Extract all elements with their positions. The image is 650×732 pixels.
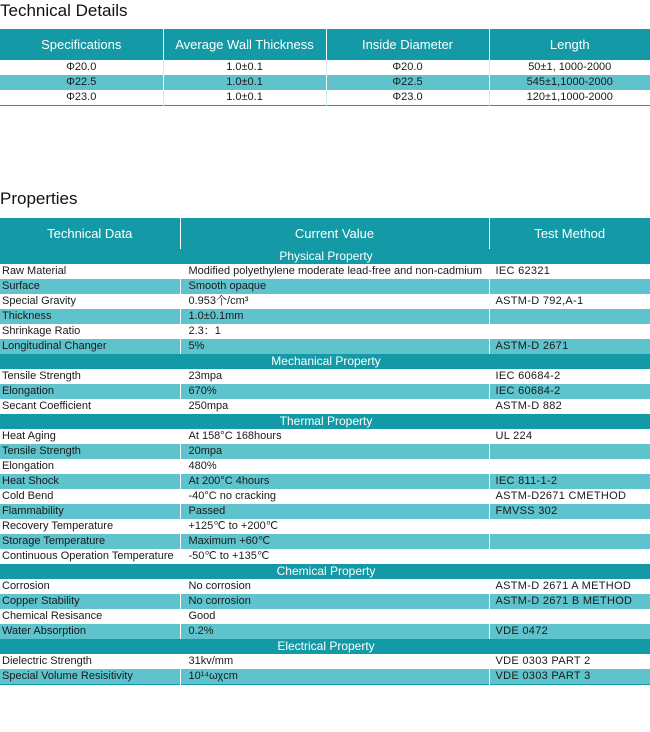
test-method (489, 534, 650, 549)
table-row (0, 90, 650, 106)
table-row (0, 429, 650, 444)
property-value: Modified polyethylene moderate lead-free and non-cadmium (180, 264, 489, 279)
property-name: Longitudinal Changer (0, 339, 180, 354)
table-row (0, 324, 650, 339)
table-row (0, 279, 650, 294)
property-value: Passed (180, 504, 489, 519)
column-header: Average Wall Thickness (163, 29, 326, 60)
property-name: Surface (0, 279, 180, 294)
property-name: Corrosion (2, 580, 50, 592)
section-header-row (0, 639, 650, 654)
column-header: Length (489, 29, 650, 60)
section-header: Thermal Property (0, 414, 650, 429)
section-header: Chemical Property (0, 564, 650, 579)
test-method (489, 609, 650, 624)
test-method (489, 309, 650, 324)
test-method: VDE 0303 PART 3 (489, 669, 650, 685)
property-value: 5% (180, 339, 489, 354)
properties-title: Properties (0, 189, 78, 208)
test-method: UL 224 (489, 429, 650, 444)
test-method: VDE 0303 PART 2 (489, 654, 650, 669)
table-row (0, 474, 650, 489)
table-row (0, 654, 650, 669)
table-cell: Φ23.0 (326, 90, 489, 106)
property-name: Elongation (0, 384, 180, 399)
property-name: Tensile Strength (0, 444, 180, 459)
table-row (0, 60, 650, 75)
table-cell: Φ20.0 (326, 60, 489, 75)
test-method: ASTM-D 882 (489, 399, 650, 414)
table-row (0, 309, 650, 324)
test-method: IEC 62321 (489, 264, 650, 279)
table-row (0, 594, 650, 609)
column-header: Current Value (180, 218, 489, 249)
table-row (0, 294, 650, 309)
table-header-row (0, 218, 650, 249)
table-row (0, 489, 650, 504)
test-method (489, 549, 650, 564)
table-row (0, 609, 650, 624)
section-header: Mechanical Property (0, 354, 650, 369)
table-row (0, 459, 650, 474)
technical-details-title: Technical Details (0, 1, 128, 20)
table-cell: Φ23.0 (66, 91, 97, 103)
column-header: Test Method (489, 218, 650, 249)
test-method: VDE 0472 (489, 624, 650, 639)
property-value: 670% (180, 384, 489, 399)
property-value: Good (180, 609, 489, 624)
table-cell: Φ20.0 (66, 61, 97, 73)
table-row (0, 444, 650, 459)
property-name: Copper Stability (0, 594, 180, 609)
section-header: Electrical Property (0, 639, 650, 654)
table-row (0, 504, 650, 519)
test-method: ASTM-D2671 CMETHOD (489, 489, 650, 504)
property-value: Maximum +60℃ (180, 534, 489, 549)
test-method: IEC 811-1-2 (489, 474, 650, 489)
property-value: 23mpa (180, 369, 489, 384)
property-value: 20mpa (180, 444, 489, 459)
test-method: ASTM-D 2671 (489, 339, 650, 354)
property-name: Dielectric Strength (2, 655, 92, 667)
table-cell: Φ22.5 (326, 75, 489, 90)
table-row (0, 369, 650, 384)
table-row (0, 669, 650, 685)
test-method (489, 459, 650, 474)
property-value: 10¹⁴ωχcm (180, 669, 489, 685)
property-value: 0.953个/cm³ (180, 294, 489, 309)
property-name: Water Absorption (0, 624, 180, 639)
property-value: 31kv/mm (180, 654, 489, 669)
property-value: +125℃ to +200℃ (180, 519, 489, 534)
test-method (489, 324, 650, 339)
column-header: Specifications (0, 29, 163, 60)
property-value: -40°C no cracking (180, 489, 489, 504)
section-header-row (0, 414, 650, 429)
property-name: Cold Bend (2, 490, 54, 502)
property-name: Chemical Resisance (2, 610, 103, 622)
property-value: 1.0±0.1mm (180, 309, 489, 324)
table-cell: 1.0±0.1 (163, 90, 326, 106)
property-name: Flammability (0, 504, 180, 519)
properties-table (0, 218, 650, 685)
property-value: At 158°C 168hours (180, 429, 489, 444)
property-name: Thickness (0, 309, 180, 324)
test-method: ASTM-D 792,A-1 (489, 294, 650, 309)
property-name: Tensile Strength (2, 370, 81, 382)
property-name: Raw Material (2, 265, 67, 277)
technical-details-table (0, 29, 650, 106)
property-value: 0.2% (180, 624, 489, 639)
test-method: IEC 60684-2 (489, 384, 650, 399)
property-name: Secant Coefficient (2, 400, 92, 412)
table-row (0, 339, 650, 354)
table-row (0, 75, 650, 90)
table-row (0, 534, 650, 549)
property-name: Special Gravity (2, 295, 76, 307)
table-cell: Φ22.5 (0, 75, 163, 90)
property-value: 2.3：1 (180, 324, 489, 339)
table-row (0, 399, 650, 414)
test-method: ASTM-D 2671 A METHOD (489, 579, 650, 594)
property-name: Shrinkage Ratio (2, 325, 81, 337)
table-row (0, 549, 650, 564)
table-cell: 1.0±0.1 (163, 60, 326, 75)
table-cell: 1.0±0.1 (163, 75, 326, 90)
column-header: Technical Data (0, 218, 180, 249)
test-method: ASTM-D 2671 B METHOD (489, 594, 650, 609)
table-header-row (0, 29, 650, 60)
column-header: Inside Diameter (326, 29, 489, 60)
property-value: Smooth opaque (180, 279, 489, 294)
table-row (0, 579, 650, 594)
property-value: No corrosion (180, 594, 489, 609)
property-name: Storage Temperature (0, 534, 180, 549)
section-header-row (0, 249, 650, 264)
test-method (489, 279, 650, 294)
table-cell: 120±1,1000-2000 (489, 90, 650, 106)
property-name: Recovery Temperature (2, 520, 114, 532)
section-header-row (0, 564, 650, 579)
section-header: Physical Property (0, 249, 650, 264)
property-name: Special Volume Resisitivity (0, 669, 180, 685)
property-name: Elongation (2, 460, 54, 472)
test-method (489, 519, 650, 534)
test-method: FMVSS 302 (489, 504, 650, 519)
test-method: IEC 60684-2 (489, 369, 650, 384)
property-value: 250mpa (180, 399, 489, 414)
property-value: 480% (180, 459, 489, 474)
table-row (0, 624, 650, 639)
property-value: At 200°C 4hours (180, 474, 489, 489)
property-value: No corrosion (180, 579, 489, 594)
test-method (489, 444, 650, 459)
property-name: Heat Aging (2, 430, 56, 442)
section-header-row (0, 354, 650, 369)
table-cell: 545±1,1000-2000 (489, 75, 650, 90)
property-name: Continuous Operation Temperature (2, 550, 174, 562)
table-cell: 50±1, 1000-2000 (489, 60, 650, 75)
table-row (0, 384, 650, 399)
table-row (0, 264, 650, 279)
property-name: Heat Shock (0, 474, 180, 489)
table-row (0, 519, 650, 534)
property-value: -50℃ to +135℃ (180, 549, 489, 564)
